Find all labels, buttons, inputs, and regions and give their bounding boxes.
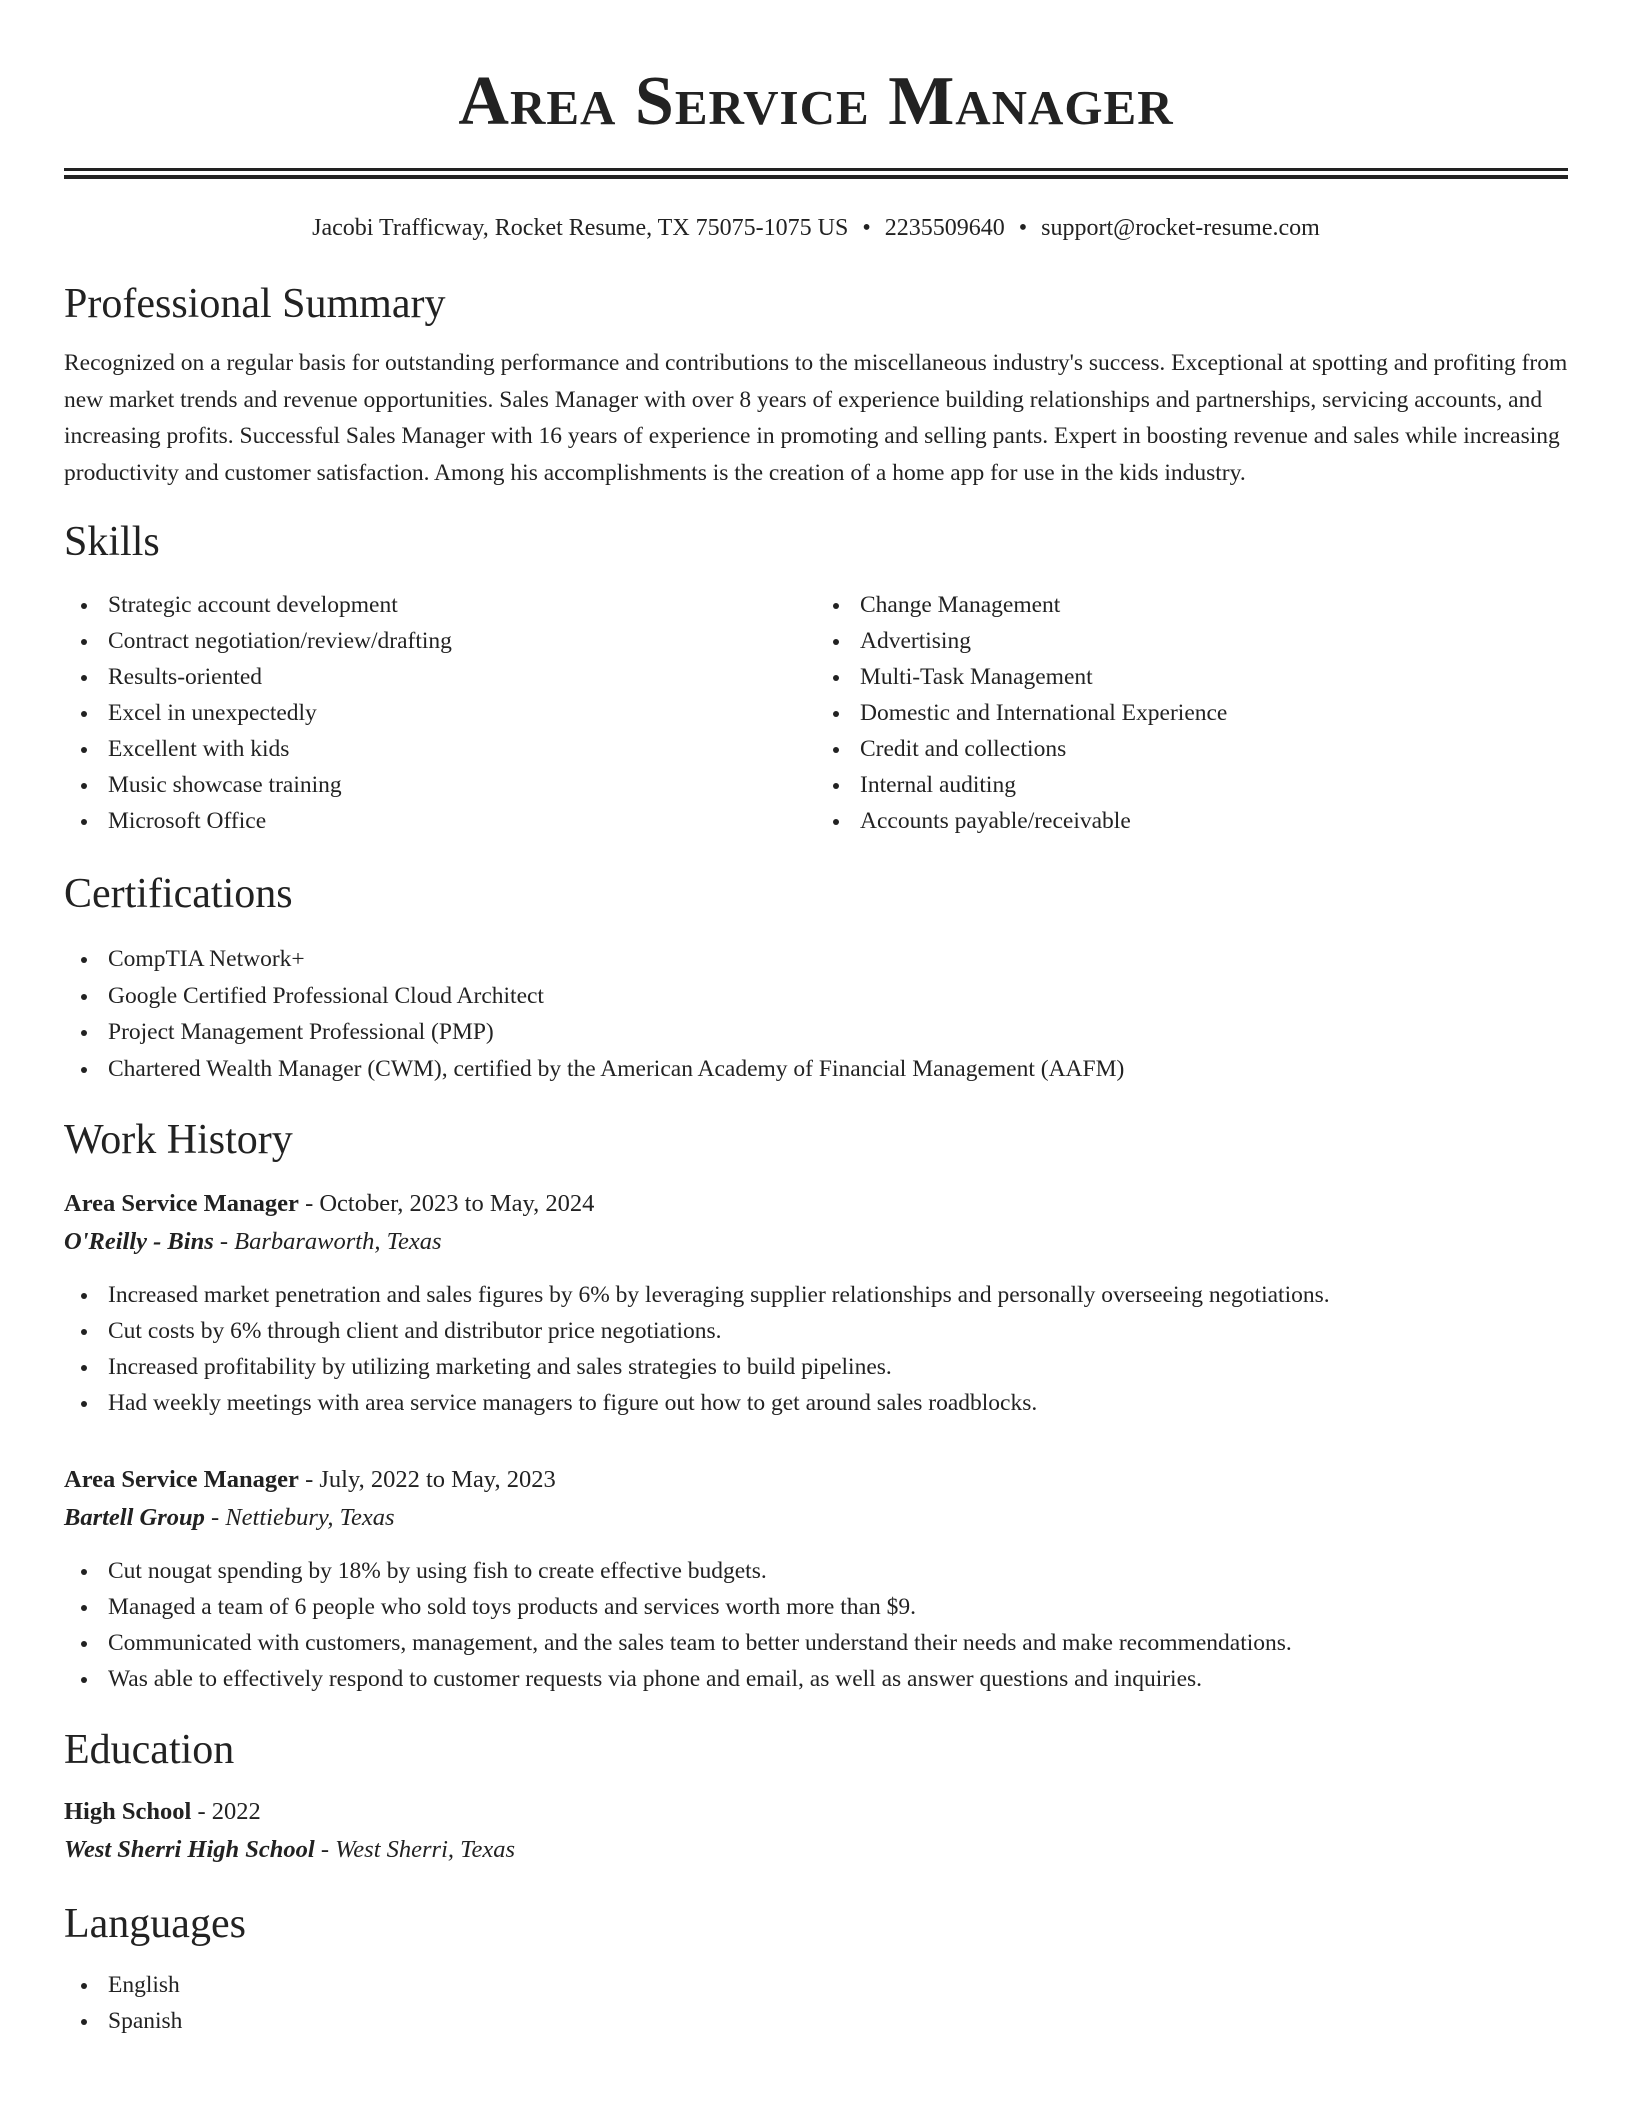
skill-item: Change Management xyxy=(860,587,1568,623)
job-company: Bartell Group xyxy=(64,1504,205,1531)
certification-item: Google Certified Professional Cloud Architect xyxy=(108,978,1568,1015)
education-year: - 2022 xyxy=(191,1798,261,1825)
languages-list xyxy=(64,1967,1568,2039)
certification-item: Chartered Wealth Manager (CWM), certified by the American Academy of Financial Management (AAFM) xyxy=(108,1051,1568,1088)
job-entry xyxy=(64,1185,1568,1421)
job-company-line xyxy=(64,1223,1568,1261)
job-bullets xyxy=(64,1553,1568,1697)
education-degree-line xyxy=(64,1793,1568,1831)
languages-heading: Languages xyxy=(64,1901,246,1947)
job-bullet: Managed a team of 6 people who sold toys products and services worth more than $9. xyxy=(108,1589,1568,1625)
skill-item: Domestic and International Experience xyxy=(860,695,1568,731)
language-item: English xyxy=(108,1967,1568,2003)
skill-item: Music showcase training xyxy=(108,767,816,803)
skill-item: Strategic account development xyxy=(108,587,816,623)
contact-separator: • xyxy=(1018,215,1028,241)
language-item: Spanish xyxy=(108,2003,1568,2039)
skill-item: Excel in unexpectedly xyxy=(108,695,816,731)
skill-item: Results-oriented xyxy=(108,659,816,695)
certification-item: Project Management Professional (PMP) xyxy=(108,1014,1568,1051)
skill-item: Microsoft Office xyxy=(108,803,816,839)
contact-email: support@rocket-resume.com xyxy=(1041,215,1320,241)
job-location: - Barbaraworth, Texas xyxy=(213,1228,442,1255)
job-bullet: Cut costs by 6% through client and distributor price negotiations. xyxy=(108,1313,1568,1349)
job-dates: - October, 2023 to May, 2024 xyxy=(298,1190,595,1217)
skill-item: Excellent with kids xyxy=(108,731,816,767)
job-company: O'Reilly - Bins xyxy=(64,1228,214,1255)
job-bullet: Had weekly meetings with area service managers to figure out how to get around sales roadblocks. xyxy=(108,1385,1568,1421)
summary-text: Recognized on a regular basis for outstanding performance and contributions to the miscellaneous industry's success. Exceptional at spotting and profiting from new market trends and revenue opportunities. Sales Manager with over 8 years of experience building relationships and partnerships, servicing accounts, and increasing profits. Successful Sales Manager with 16 years of experience in promoting and selling pants. Expert in boosting revenue and sales while increasing productivity and customer satisfaction. Among his accomplishments is the creation of a home app for use in the kids industry. xyxy=(64,350,1568,486)
contact-address: Jacobi Trafficway, Rocket Resume, TX 75075-1075 US xyxy=(312,215,849,241)
skill-item: Credit and collections xyxy=(860,731,1568,767)
job-location: - Nettiebury, Texas xyxy=(204,1504,395,1531)
job-entry xyxy=(64,1461,1568,1697)
skills-columns xyxy=(64,587,1568,839)
work-history-heading: Work History xyxy=(64,1117,293,1163)
education-school-line xyxy=(64,1831,1568,1869)
job-bullet: Cut nougat spending by 18% by using fish to create effective budgets. xyxy=(108,1553,1568,1589)
job-dates: - July, 2022 to May, 2023 xyxy=(298,1466,556,1493)
skills-list-left xyxy=(64,587,816,839)
header-divider xyxy=(64,168,1568,179)
skill-item: Advertising xyxy=(860,623,1568,659)
job-title: Area Service Manager xyxy=(64,1466,299,1493)
contact-separator: • xyxy=(862,215,871,241)
education-school: West Sherri High School xyxy=(64,1836,315,1863)
contact-line xyxy=(64,213,1568,243)
summary-heading: Professional Summary xyxy=(64,281,446,327)
education-entry xyxy=(64,1793,1568,1869)
skills-list-right xyxy=(816,587,1568,839)
job-bullet: Communicated with customers, management, and the sales team to better understand their needs and make recommendations. xyxy=(108,1625,1568,1661)
job-bullet: Increased profitability by utilizing marketing and sales strategies to build pipelines. xyxy=(108,1349,1568,1385)
skill-item: Accounts payable/receivable xyxy=(860,803,1568,839)
skill-item: Contract negotiation/review/drafting xyxy=(108,623,816,659)
certifications-list xyxy=(64,941,1568,1087)
job-company-line xyxy=(64,1499,1568,1537)
skill-item: Multi-Task Management xyxy=(860,659,1568,695)
certification-item: CompTIA Network+ xyxy=(108,941,1568,978)
contact-phone: 2235509640 xyxy=(884,215,1005,241)
education-location: - West Sherri, Texas xyxy=(314,1836,516,1863)
education-heading: Education xyxy=(64,1727,235,1773)
job-bullet: Was able to effectively respond to customer requests via phone and email, as well as answer questions and inquiries. xyxy=(108,1661,1568,1697)
skills-heading: Skills xyxy=(64,519,160,565)
job-bullets xyxy=(64,1277,1568,1421)
job-title-line xyxy=(64,1185,1568,1223)
skill-item: Internal auditing xyxy=(860,767,1568,803)
job-title: Area Service Manager xyxy=(64,1190,299,1217)
job-title-line xyxy=(64,1461,1568,1499)
certifications-heading: Certifications xyxy=(64,871,293,917)
job-bullet: Increased market penetration and sales figures by 6% by leveraging supplier relationships and personally overseeing negotiations. xyxy=(108,1277,1568,1313)
resume-page xyxy=(64,0,1568,2039)
education-degree: High School xyxy=(64,1798,192,1825)
resume-name: Area Service Manager xyxy=(458,63,1174,140)
